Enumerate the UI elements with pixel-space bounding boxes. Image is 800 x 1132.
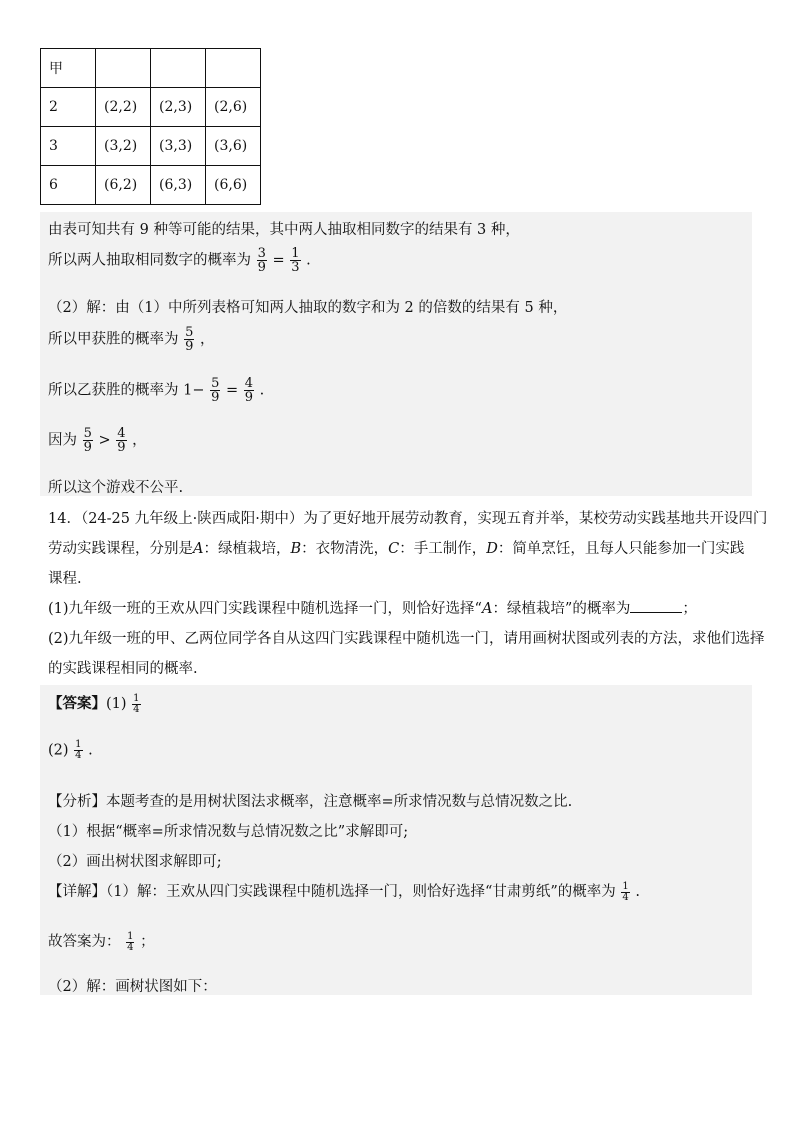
question-line: 的实践课程相同的概率. bbox=[48, 661, 198, 677]
fraction: $\frac{1}{4}$ bbox=[75, 739, 82, 761]
solution-line: 由表可知共有 9 种等可能的结果，其中两人抽取相同数字的结果有 3 种， bbox=[48, 222, 520, 238]
table-cell: 2 bbox=[41, 88, 96, 127]
fraction: $\frac{4}{9}$ bbox=[244, 376, 254, 405]
table-row bbox=[41, 127, 261, 166]
table-cell: (6,6) bbox=[206, 166, 261, 205]
analysis-line: 【分析】本题考查的是用树状图法求概率，注意概率=所求情况数与总情况数之比. bbox=[48, 794, 573, 810]
answer-blank bbox=[630, 612, 682, 613]
detail-line: （2）解：画树状图如下： bbox=[48, 979, 217, 995]
table-cell bbox=[151, 49, 206, 88]
table-header-row bbox=[41, 49, 261, 88]
question-line: 14．（24-25 九年级上·陕西咸阳·期中）为了更好地开展劳动教育，实现五育并举，某校劳动实践基地共开设四门 bbox=[48, 511, 768, 527]
question-line: (1)九年级一班的王欢从四门实践课程中随机选择一门，则恰好选择“A：绿植栽培”的概率为 ； bbox=[48, 601, 697, 617]
fraction: $\frac{5}{9}$ bbox=[185, 325, 194, 354]
fraction: $\frac{3}{9}$ bbox=[257, 246, 266, 275]
solution-line: （2）解：由（1）中所列表格可知两人抽取的数字和为 2 的倍数的结果有 5 种， bbox=[48, 300, 568, 316]
table-row bbox=[41, 166, 261, 205]
solution-line: 所以这个游戏不公平. bbox=[48, 480, 184, 496]
fraction: $\frac{1}{4}$ bbox=[622, 880, 629, 903]
table-cell: (2,6) bbox=[206, 88, 261, 127]
table-cell: (6,3) bbox=[151, 166, 206, 205]
table-cell bbox=[96, 49, 151, 88]
table-cell bbox=[206, 49, 261, 88]
fraction: $\frac{1}{4}$ bbox=[133, 692, 140, 715]
fraction: $\frac{5}{9}$ bbox=[211, 376, 220, 405]
table-cell: (3,2) bbox=[96, 127, 151, 166]
solution-line: 所以乙获胜的概率为 1− $\frac{5}{9}$ = $\frac{4}{9}$ . bbox=[48, 376, 265, 405]
table-cell: (2,3) bbox=[151, 88, 206, 127]
outcome-table bbox=[40, 48, 261, 205]
analysis-line: （1）根据“概率=所求情况数与总情况数之比”求解即可; bbox=[48, 824, 409, 840]
question-line: 课程. bbox=[48, 571, 82, 587]
question-line: 劳动实践课程，分别是A：绿植栽培，B：衣物清洗，C：手工制作，D：简单烹饪，且每人只能参加一门实践 bbox=[48, 541, 745, 557]
table-cell: (2,2) bbox=[96, 88, 151, 127]
question-line: (2)九年级一班的甲、乙两位同学各自从这四门实践课程中随机选一门，请用画树状图或列表的方法，求他们选择 bbox=[48, 631, 765, 647]
table-row bbox=[41, 88, 261, 127]
detail-line: 【详解】（1）解：王欢从四门实践课程中随机选择一门，则恰好选择“甘肃剪纸”的概率为 $\frac{1}{4}$ . bbox=[48, 880, 641, 903]
answer-line: 【答案】(1) $\frac{1}{4}$ bbox=[48, 692, 140, 715]
table-cell: 3 bbox=[41, 127, 96, 166]
solution-line: 因为 $\frac{5}{9}$ > $\frac{4}{9}$ ， bbox=[48, 426, 147, 455]
solution-line: 所以两人抽取相同数字的概率为 $\frac{3}{9}$ = $\frac{1}{3}$ . bbox=[48, 246, 311, 275]
table-cell: 6 bbox=[41, 166, 96, 205]
table-cell: (6,2) bbox=[96, 166, 151, 205]
detail-line: 故答案为： $\frac{1}{4}$ ； bbox=[48, 930, 155, 953]
fraction: $\frac{1}{4}$ bbox=[127, 930, 134, 953]
answer-line: (2) $\frac{1}{4}$ . bbox=[48, 739, 93, 761]
analysis-line: （2）画出树状图求解即可; bbox=[48, 854, 222, 870]
fraction: $\frac{5}{9}$ bbox=[83, 426, 92, 455]
table-cell: (3,3) bbox=[151, 127, 206, 166]
fraction: $\frac{4}{9}$ bbox=[117, 426, 126, 455]
table-cell: (3,6) bbox=[206, 127, 261, 166]
table-cell: 甲 bbox=[41, 49, 96, 88]
fraction: $\frac{1}{3}$ bbox=[291, 246, 300, 275]
solution-line: 所以甲获胜的概率为 $\frac{5}{9}$ ， bbox=[48, 325, 215, 354]
